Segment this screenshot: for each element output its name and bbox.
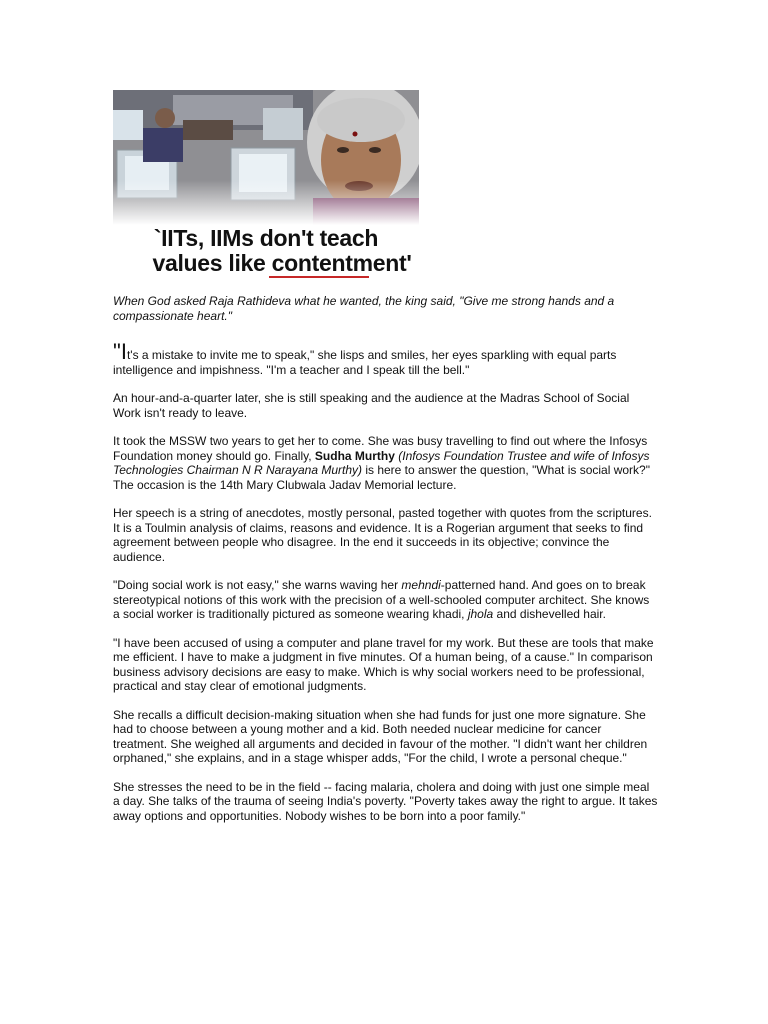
hero-image (113, 90, 419, 280)
paragraph-7: She recalls a difficult decision-making situation when she had funds for just one more signature. She had to choose between a young mother and a kid. Both needed nuclear medicine for cancer treatment. She weighed all arguments and decided in favour of the mother. "I didn't want her children orphaned," she explains, and in a stage whisper adds, "For the child, I wrote a personal cheque." (113, 707, 648, 765)
person-name: Sudha Murthy (314, 448, 395, 463)
article (113, 90, 658, 837)
paragraph-1 (113, 339, 658, 377)
paragraph-4: Her speech is a string of anecdotes, mostly personal, pasted together with quotes from the scriptures. It is a Toulmin analysis of claims, reasons and evidence. It is a Rogerian argument that seeks to find agreement between people who disagree. In the end it succeeds in its objective; convince the audience. (113, 506, 652, 564)
paragraph-2: An hour-and-a-quarter later, she is still speaking and the audience at the Madras School of Social Work isn't ready to leave. (113, 391, 630, 420)
opening-quote: " (113, 339, 121, 364)
headline-line-1: `IITs, IIMs don't teach (153, 225, 379, 251)
paragraph-3-text-end: is here to answer the question, "What is social work?" The occasion is the 14th Mary Clubwala Jadav Memorial lecture. (113, 463, 650, 492)
emphasis-mehndi: mehndi (401, 578, 441, 592)
paragraph-3-text: It took the MSSW two years to get her to come. She was busy travelling to find out where the Infosys Foundation money should go. Finally, (113, 434, 648, 463)
paragraph-1-text: t's a mistake to invite me to speak," she lisps and smiles, her eyes sparkling with equal parts intelligence and impishness. "I'm a teacher and I speak till the bell." (113, 348, 617, 377)
paragraph-5-text: "Doing social work is not easy," she warns waving her (113, 578, 402, 592)
paragraph-5-text-mid: -patterned hand. And goes on to break stereotypical notions of this work with the precision of a well-schooled computer architect. She knows a social worker is traditionally pictured as someone wearing khadi, (113, 578, 650, 621)
paragraph-5-text-end: and dishevelled hair. (493, 607, 606, 621)
portrait-photo (113, 90, 419, 225)
intro-paragraph: When God asked Raja Rathideva what he wanted, the king said, "Give me strong hands and a compassionate heart." (113, 294, 615, 323)
emphasis-jhola: jhola (467, 607, 494, 621)
paragraph-8: She stresses the need to be in the field -- facing malaria, cholera and doing with just one simple meal a day. She talks of the trauma of seeing India's poverty. "Poverty takes away the right to argue. It takes away options and opportunities. Nobody wishes to be born into a poor family." (113, 779, 658, 823)
paragraph-3 (113, 434, 658, 492)
headline (113, 226, 419, 276)
headline-underline (269, 276, 369, 278)
paragraph-6: "I have been accused of using a computer and plane travel for my work. But these are tools that make me efficient. I have to make a judgment in five minutes. Of a human being, of a cause." In comparison business advisory decisions are easy to make. Which is why social workers need to be professional, practical and stay clear of emotional judgments. (113, 635, 654, 693)
headline-line-2: values like contentment' (152, 250, 412, 276)
paragraph-5 (113, 578, 658, 622)
person-role: (Infosys Foundation Trustee and wife of Infosys Technologies Chairman N R Narayana Murthy) (113, 448, 650, 477)
drop-initial: I (120, 339, 127, 364)
